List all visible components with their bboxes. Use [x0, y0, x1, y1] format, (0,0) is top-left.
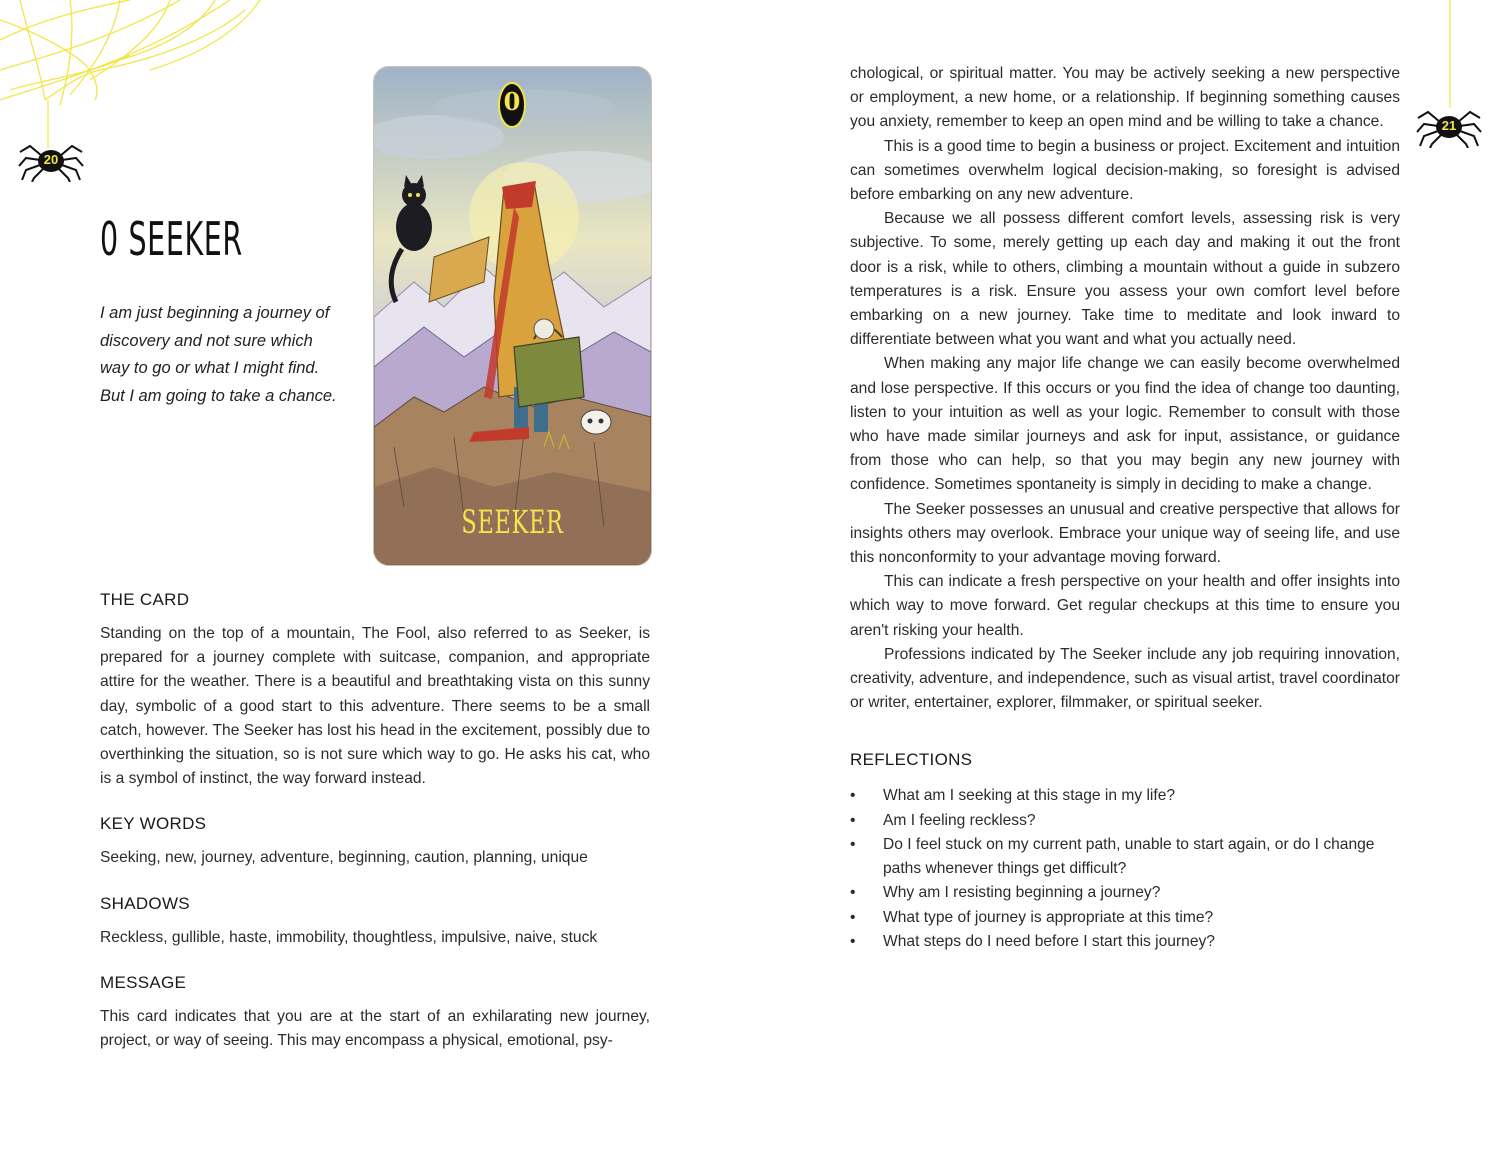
heading-key-words: KEY WORDS [100, 814, 207, 834]
heading-the-card: THE CARD [100, 590, 190, 609]
reflections-list [850, 784, 1400, 953]
message-text: This card indicates that you are at the start of an exhilarating new journey, project, or way of seeing. This may encompass a physical, emotional, psy- [100, 1007, 650, 1050]
message-paragraph: Because we all possess different comfort levels, assessing risk is very subjective. To some, merely getting up each day and making it out the front door is a risk, while to others, climbing a mountain without a guide in subzero temperatures is a risk. Ensure you assess your own comfort level before embarking on a new journey. Take time to meditate and look inward to differentiate between what you want and what you actually need. [850, 210, 1400, 349]
page-number-right: 21 [1441, 118, 1457, 133]
spider-page-number-left [18, 140, 84, 182]
section-message [100, 971, 650, 1053]
reflection-item: • Do I feel stuck on my current path, unable to start again, or do I change paths whenever things get difficult? [850, 833, 1400, 881]
message-paragraph: chological, or spiritual matter. You may be actively seeking a new perspective or employment, a new home, or a relationship. If beginning something causes you anxiety, remember to keep an open mind and be willing to take a chance. [850, 65, 1400, 131]
reflection-item: • What steps do I need before I start this journey? [850, 930, 1400, 954]
section-shadows [100, 892, 650, 950]
message-paragraph: The Seeker possesses an unusual and creative perspective that allows for insights others may overlook. Embrace your unique way of seeing life, and use this nonconformity to your advantage moving forward. [850, 500, 1400, 567]
left-page-body [100, 588, 650, 1074]
the-card-text: Standing on the top of a mountain, The Fool, also referred to as Seeker, is prepared for a journey complete with suitcase, companion, and appropriate attire for the weather. There is a beautiful and breathtaking vista on this sunny day, symbolic of a good start to this adventure. There seems to be a small catch, however. The Seeker has lost his head in the excitement, possibly due to overthinking the situation, so is not sure which way to go. He asks his cat, who is a symbol of instinct, the way forward instead. [100, 625, 650, 788]
message-paragraph: This can indicate a fresh perspective on your health and offer insights into which way to move forward. Get regular checkups at this time to ensure you aren't risking your health. [850, 573, 1400, 639]
spider-thread [1445, 0, 1455, 110]
reflection-item: • What am I seeking at this stage in my life? [850, 784, 1400, 808]
reflection-item: • What type of journey is appropriate at this time? [850, 906, 1400, 930]
key-words-text: Seeking, new, journey, adventure, beginning, caution, planning, unique [100, 849, 588, 867]
card-number: 0 [503, 87, 521, 116]
page-number-left: 20 [43, 152, 59, 167]
heading-message: MESSAGE [100, 972, 187, 992]
heading-shadows: SHADOWS [100, 893, 190, 913]
spider-web-decoration [0, 0, 280, 160]
message-paragraph: This is a good time to begin a business or project. Excitement and intuition can sometimes overwhelm logical decision-making, so foresight is advised before embarking on any new adventure. [850, 137, 1400, 204]
section-reflections [850, 748, 1400, 953]
shadows-text: Reckless, gullible, haste, immobility, thoughtless, impulsive, naive, stuck [100, 928, 598, 946]
reflection-item: • Why am I resisting beginning a journey? [850, 881, 1400, 905]
message-paragraph: Professions indicated by The Seeker include any job requiring innovation, creativity, adventure, and independence, such as visual artist, travel coordinator or writer, entertainer, explorer, filmmaker, or spiritual seeker. [850, 645, 1400, 712]
reflection-item: • Am I feeling reckless? [850, 809, 1400, 833]
page-title: 0 SEEKER [100, 212, 243, 266]
intro-quote: I am just beginning a journey of discovery and not sure which way to go or what I might find. But I am going to take a chance. [100, 304, 337, 406]
right-page-body [850, 62, 1400, 954]
message-paragraph: When making any major life change we can easily become overwhelmed and lose perspective. If this occurs or you find the idea of change too daunting, listen to your intuition as well as your logic. Remember to consult with those who have made similar journeys and ask for input, assistance, or guidance from those who can help, so that you may begin any new journey with confidence. Sometimes spontaneity is simply in deciding to make a change. [850, 355, 1400, 494]
card-name: SEEKER [461, 503, 564, 541]
section-key-words [100, 812, 650, 870]
heading-reflections: REFLECTIONS [850, 750, 973, 770]
tarot-card-illustration [373, 66, 652, 566]
section-the-card [100, 588, 650, 791]
spider-page-number-right [1416, 106, 1482, 148]
